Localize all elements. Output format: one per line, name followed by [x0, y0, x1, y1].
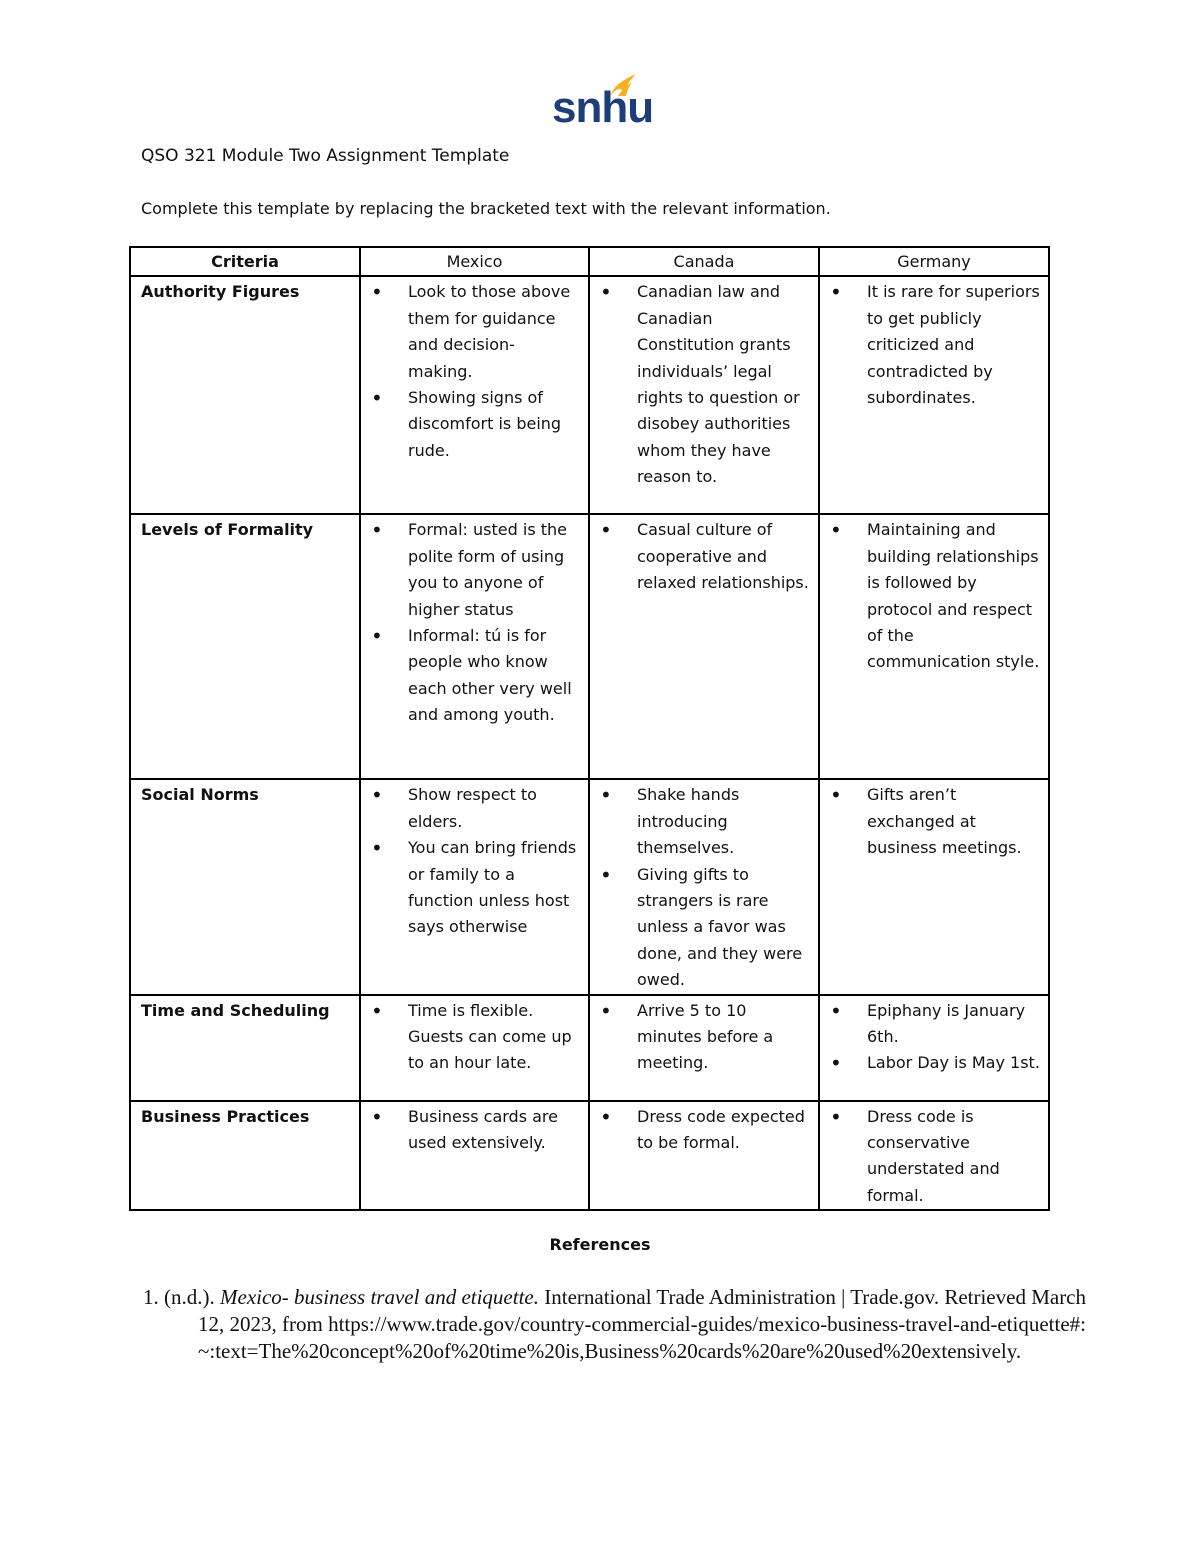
germany-cell: [819, 779, 1049, 994]
reference-entry: [143, 1284, 1098, 1365]
bullet-list: [600, 782, 812, 993]
criteria-cell: Social Norms: [130, 779, 360, 994]
bullet-list: [600, 517, 812, 596]
canada-cell: [589, 995, 819, 1101]
germany-cell: [819, 1101, 1049, 1211]
list-item: • Business cards are used extensively.: [371, 1104, 582, 1157]
germany-cell: [819, 514, 1049, 779]
list-item: • You can bring friends or family to a function unless host says otherwise: [371, 835, 582, 941]
bullet-list: [600, 279, 812, 490]
bullet-list: [600, 998, 812, 1077]
page-title: QSO 321 Module Two Assignment Template: [141, 146, 510, 166]
canada-cell: [589, 779, 819, 994]
list-item: • Look to those above them for guidance and decision- making.: [371, 279, 582, 385]
list-item: • Canadian law and Canadian Constitution grants individuals’ legal rights to question or disobey authorities whom they have reason to.: [600, 279, 812, 490]
comparison-table: [129, 246, 1050, 1211]
list-item: • Dress code expected to be formal.: [600, 1104, 812, 1157]
mexico-cell: [360, 514, 589, 779]
mexico-cell: [360, 276, 589, 514]
list-item: • It is rare for superiors to get publicly criticized and contradicted by subordinates.: [830, 279, 1042, 411]
mexico-cell: [360, 779, 589, 994]
bullet-list: [371, 517, 582, 728]
snhu-logo: [552, 72, 654, 134]
bullet-list: [830, 279, 1042, 411]
bullet-list: [830, 517, 1042, 675]
list-item: • Labor Day is May 1st.: [830, 1050, 1042, 1076]
bullet-list: [830, 1104, 1042, 1210]
table-row: [130, 995, 1049, 1101]
list-item: • Giving gifts to strangers is rare unless a favor was done, and they were owed.: [600, 862, 812, 994]
canada-cell: [589, 276, 819, 514]
mexico-cell: [360, 1101, 589, 1211]
mexico-cell: [360, 995, 589, 1101]
list-item: • Casual culture of cooperative and relaxed relationships.: [600, 517, 812, 596]
bullet-list: [830, 782, 1042, 861]
table-row: [130, 779, 1049, 994]
reference-url[interactable]: https://www.trade.gov/country-commercial-guides/mexico-business-travel-and-etiquette#:~:text=The%20concept%20of%20time%20is,Business%20cards%20are%20used%20extensively.: [198, 1312, 1086, 1363]
bullet-list: [371, 998, 582, 1077]
bullet-list: [371, 1104, 582, 1157]
criteria-cell: Levels of Formality: [130, 514, 360, 779]
germany-cell: [819, 995, 1049, 1101]
canada-cell: [589, 514, 819, 779]
bullet-list: [600, 1104, 812, 1157]
list-item: • Arrive 5 to 10 minutes before a meeting.: [600, 998, 812, 1077]
header-mexico: Mexico: [360, 247, 589, 276]
list-item: • Showing signs of discomfort is being rude.: [371, 385, 582, 464]
list-item: • Dress code is conservative understated and formal.: [830, 1104, 1042, 1210]
instructions-text: Complete this template by replacing the bracketed text with the relevant information.: [141, 199, 831, 218]
list-item: • Time is flexible. Guests can come up to an hour late.: [371, 998, 582, 1077]
list-item: • Formal: usted is the polite form of using you to anyone of higher status: [371, 517, 582, 623]
criteria-cell: Time and Scheduling: [130, 995, 360, 1101]
list-item: • Shake hands introducing themselves.: [600, 782, 812, 861]
criteria-cell: Business Practices: [130, 1101, 360, 1211]
reference-publisher: International Trade Administration | Trade.gov. Retrieved March 12, 2023, from: [198, 1285, 1087, 1336]
reference-number: 1.: [143, 1285, 159, 1309]
logo-text: snhu: [552, 83, 654, 132]
reference-date: (n.d.).: [164, 1285, 220, 1309]
list-item: • Gifts aren’t exchanged at business meetings.: [830, 782, 1042, 861]
germany-cell: [819, 276, 1049, 514]
header-criteria: Criteria: [130, 247, 360, 276]
bullet-list: [371, 782, 582, 940]
header-canada: Canada: [589, 247, 819, 276]
references-heading: References: [549, 1235, 651, 1254]
bullet-list: [371, 279, 582, 464]
bullet-list: [830, 998, 1042, 1077]
table-row: [130, 276, 1049, 514]
criteria-cell: Authority Figures: [130, 276, 360, 514]
header-germany: Germany: [819, 247, 1049, 276]
reference-title: Mexico- business travel and etiquette.: [220, 1285, 539, 1309]
list-item: • Epiphany is January 6th.: [830, 998, 1042, 1051]
canada-cell: [589, 1101, 819, 1211]
table-row: [130, 514, 1049, 779]
list-item: • Maintaining and building relationships is followed by protocol and respect of the communication style.: [830, 517, 1042, 675]
list-item: • Informal: tú is for people who know each other very well and among youth.: [371, 623, 582, 729]
table-header-row: [130, 247, 1049, 276]
list-item: • Show respect to elders.: [371, 782, 582, 835]
table-row: [130, 1101, 1049, 1211]
